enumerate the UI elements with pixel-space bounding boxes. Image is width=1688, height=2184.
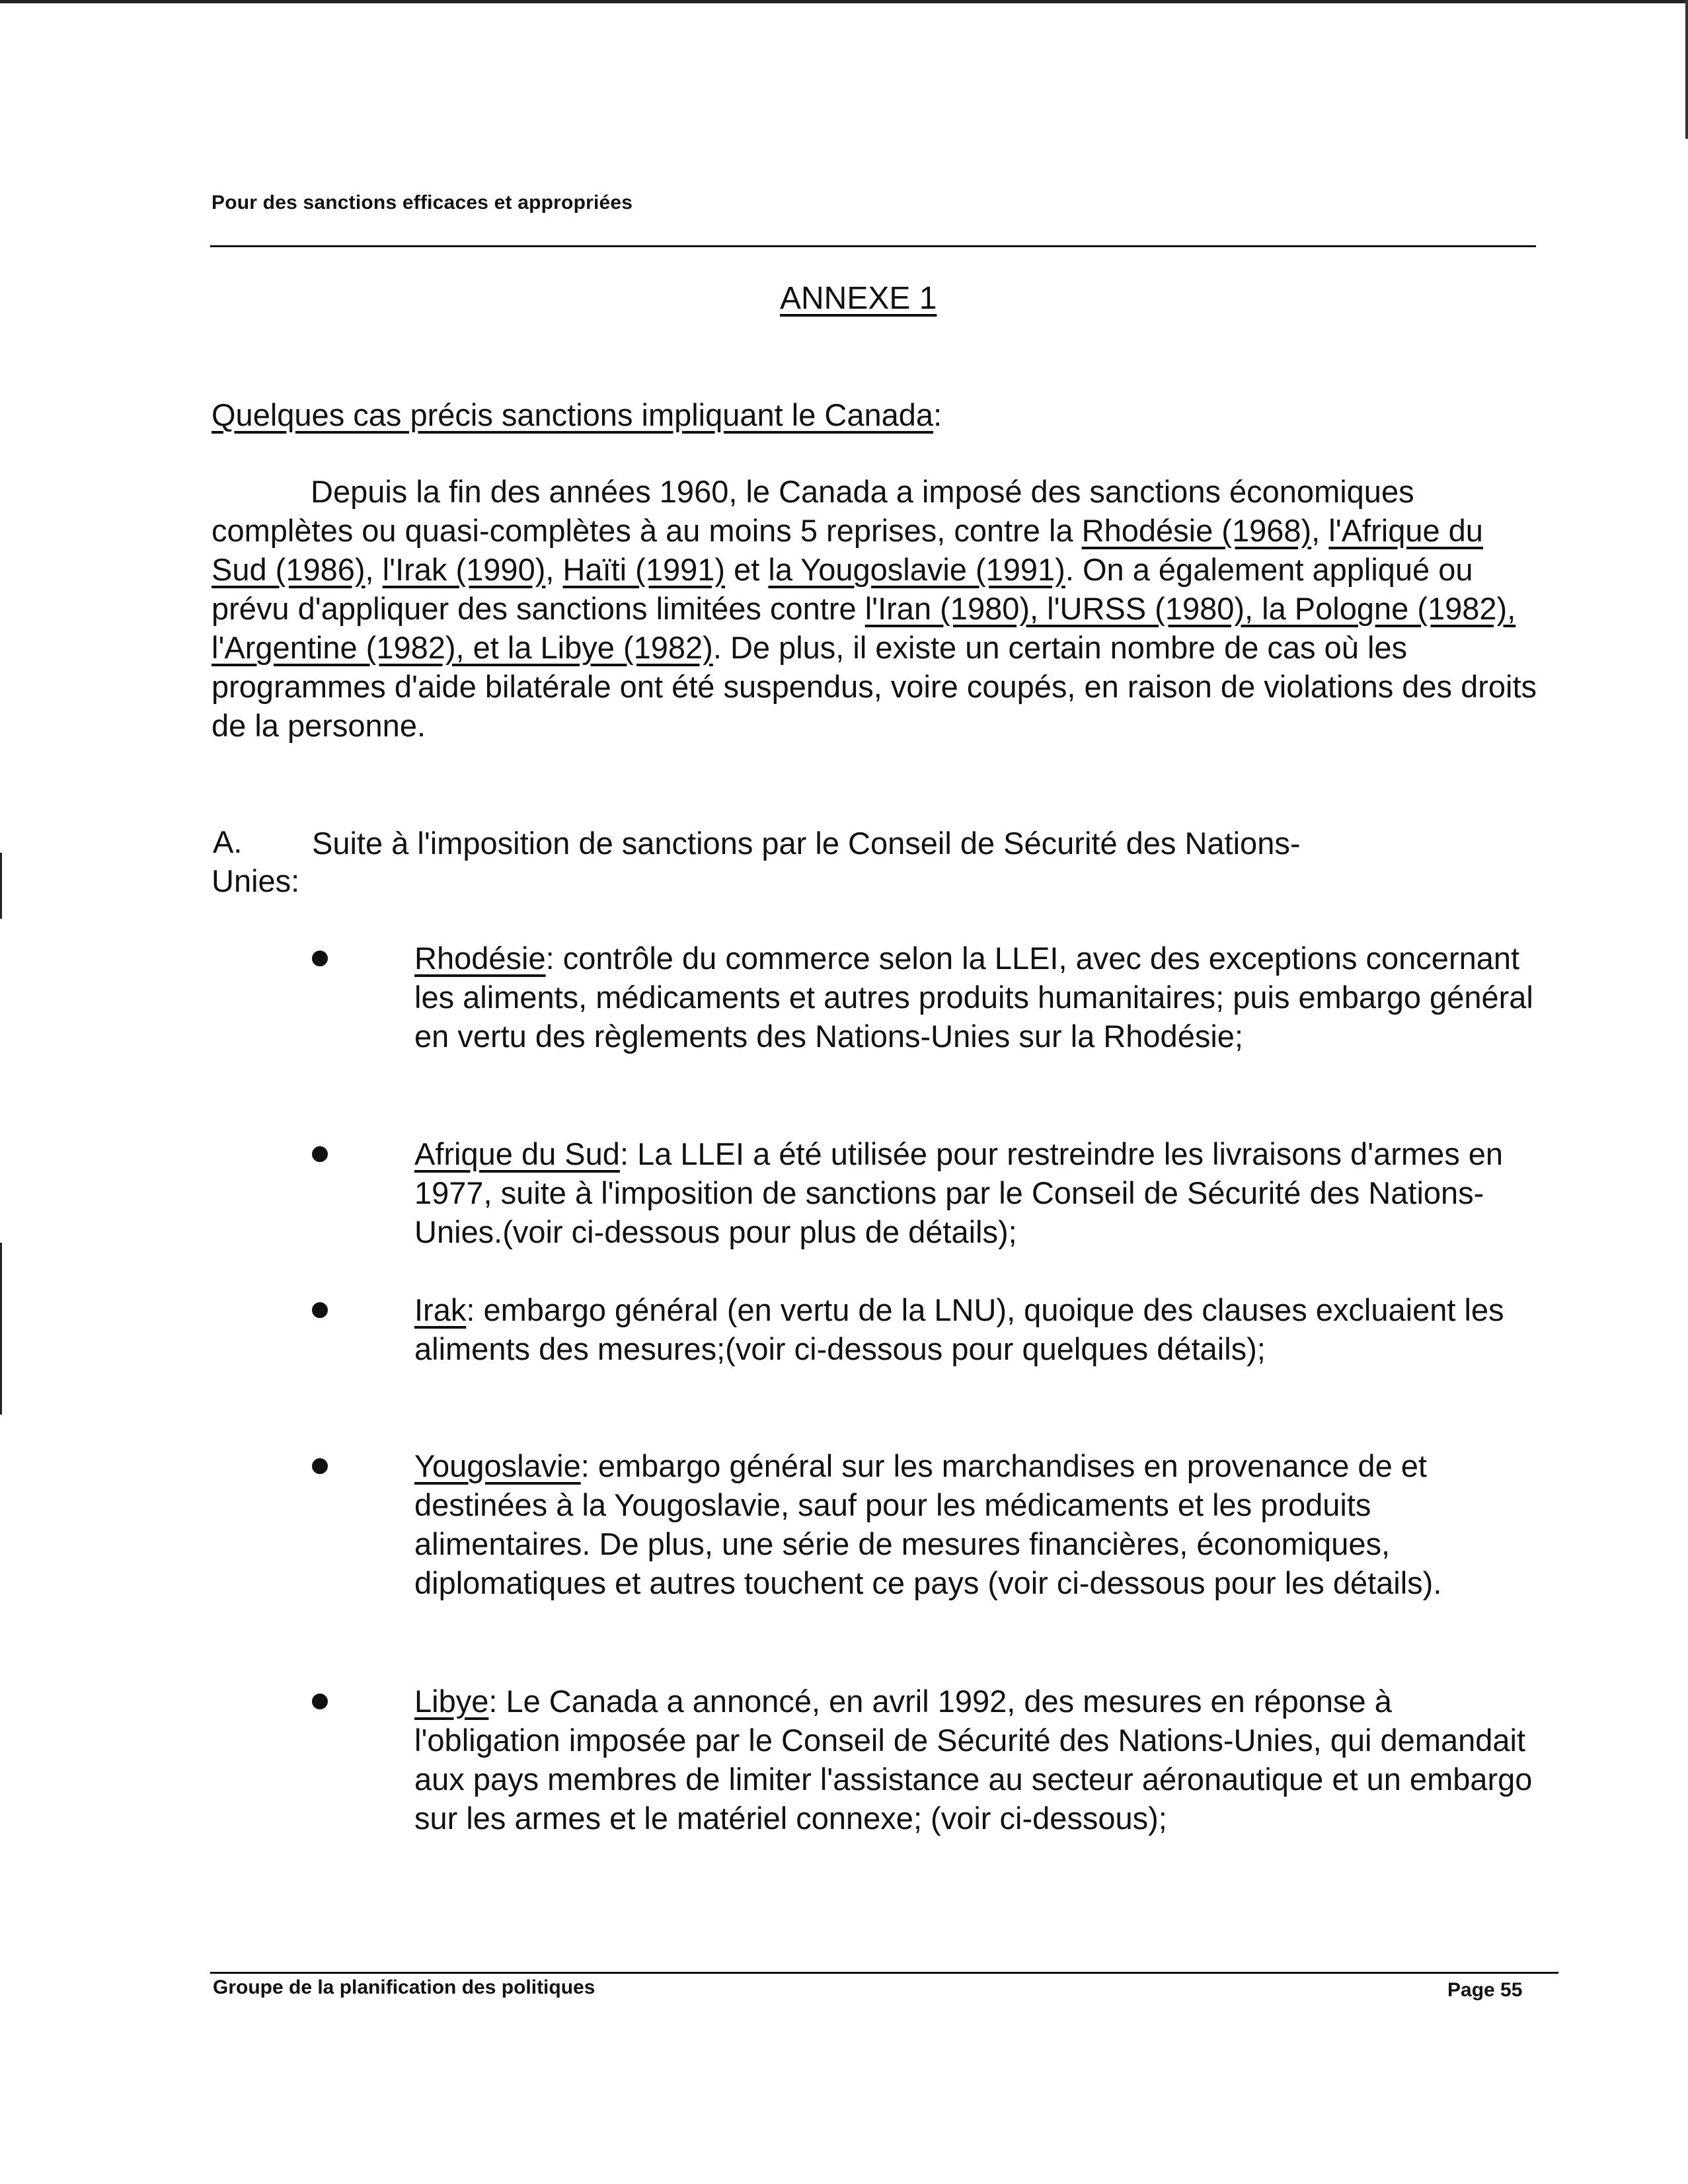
section-heading-text: Quelques cas précis sanctions impliquant le Canada bbox=[211, 397, 934, 432]
intro-country-irak: l'Irak (1990) bbox=[382, 552, 546, 587]
page-number: Page 55 bbox=[1447, 1979, 1523, 2001]
intro-country-afrique-du-sud: l'Afrique du Sud (1986) bbox=[211, 513, 1483, 587]
section-heading bbox=[211, 397, 942, 433]
intro-text: , bbox=[365, 552, 383, 587]
list-item-text bbox=[414, 1134, 1545, 1251]
intro-text: , bbox=[1311, 513, 1329, 548]
bullet-description: : Le Canada a annoncé, en avril 1992, des mesures en réponse à l'obligation imposée par le Conseil de Sécurité des Nations-Unies, qui demandait aux pays membres de limiter l'assistance au secteur aéronautique et un embargo sur les armes et le matériel connexe; (voir ci-dessous); bbox=[414, 1684, 1533, 1836]
right-edge-mark bbox=[1685, 0, 1688, 139]
intro-country-rhodesie: Rhodésie (1968) bbox=[1081, 513, 1312, 548]
bullet-icon bbox=[312, 1458, 328, 1474]
bullet-country: Afrique du Sud bbox=[414, 1136, 620, 1171]
left-margin-mark bbox=[0, 1243, 2, 1415]
list-item-text bbox=[414, 1290, 1545, 1368]
intro-text: Depuis la fin des années 1960, le Canada a imposé des sanctions économiques complètes ou quasi-complètes à au moins 5 reprises, contre la bbox=[211, 474, 1414, 548]
bullet-country: Rhodésie bbox=[414, 941, 546, 976]
intro-text: . On a également appliqué ou prévu d'appliquer des sanctions limitées contre bbox=[211, 552, 1473, 626]
intro-text: , bbox=[545, 552, 563, 587]
bullet-icon bbox=[312, 1694, 328, 1709]
intro-limited-sanctions-list: l'Iran (1980), l'URSS (1980), la Pologne (1982), l'Argentine (1982), et la Libye (1982) bbox=[211, 591, 1516, 665]
list-item-text bbox=[414, 1682, 1545, 1838]
part-a-heading: Suite à l'imposition de sanctions par le Conseil de Sécurité des Nations- bbox=[312, 826, 1301, 861]
footer-rule bbox=[210, 1972, 1558, 1974]
footer-organization: Groupe de la planification des politiques bbox=[213, 1976, 595, 1998]
intro-paragraph bbox=[211, 472, 1540, 745]
bullet-icon bbox=[312, 951, 328, 966]
top-border-line bbox=[0, 0, 1688, 3]
bullet-country: Irak bbox=[414, 1292, 467, 1327]
bullet-description: : La LLEI a été utilisée pour restreindre les livraisons d'armes en 1977, suite à l'imposition de sanctions par le Conseil de Sécurité des Nations-Unies.(voir ci-dessous pour plus de détails); bbox=[414, 1136, 1504, 1249]
bullet-icon bbox=[312, 1146, 328, 1162]
intro-country-haiti: Haïti (1991) bbox=[562, 552, 726, 587]
section-heading-colon: : bbox=[933, 397, 942, 432]
bullet-description: : embargo général sur les marchandises en provenance de et destinées à la Yougoslavie, sauf pour les médicaments et les produits alimentaires. De plus, une série de mesures financières, économiques, diplomatiques et autres touchent ce pays (voir ci-dessous pour les détails). bbox=[414, 1448, 1442, 1600]
bullet-description: : embargo général (en vertu de la LNU), quoique des clauses excluaient les aliments des mesures;(voir ci-dessous pour quelques détails); bbox=[414, 1292, 1504, 1366]
intro-text: et bbox=[725, 552, 769, 587]
list-item-text bbox=[414, 939, 1545, 1056]
part-a-heading-cont: Unies: bbox=[211, 863, 300, 898]
part-a-label: A. bbox=[213, 824, 243, 859]
running-header: Pour des sanctions efficaces et appropriées bbox=[211, 192, 633, 214]
intro-country-yougoslavie: la Yougoslavie (1991) bbox=[768, 552, 1065, 587]
list-item-text bbox=[414, 1446, 1545, 1602]
header-rule bbox=[210, 245, 1536, 247]
left-margin-mark bbox=[0, 853, 2, 919]
bullet-country: Yougoslavie bbox=[414, 1448, 581, 1483]
annex-title: ANNEXE 1 bbox=[780, 281, 937, 316]
bullet-icon bbox=[312, 1302, 328, 1318]
intro-text: . De plus, il existe un certain nombre de cas où les programmes d'aide bilatérale ont été suspendus, voire coupés, en raison de violations des droits de la personne. bbox=[211, 630, 1537, 743]
bullet-country: Libye bbox=[414, 1684, 489, 1719]
bullet-description: : contrôle du commerce selon la LLEI, avec des exceptions concernant les aliments, médicaments et autres produits humanitaires; puis embargo général en vertu des règlements des Nations-Unies sur la Rhodésie; bbox=[414, 941, 1533, 1054]
